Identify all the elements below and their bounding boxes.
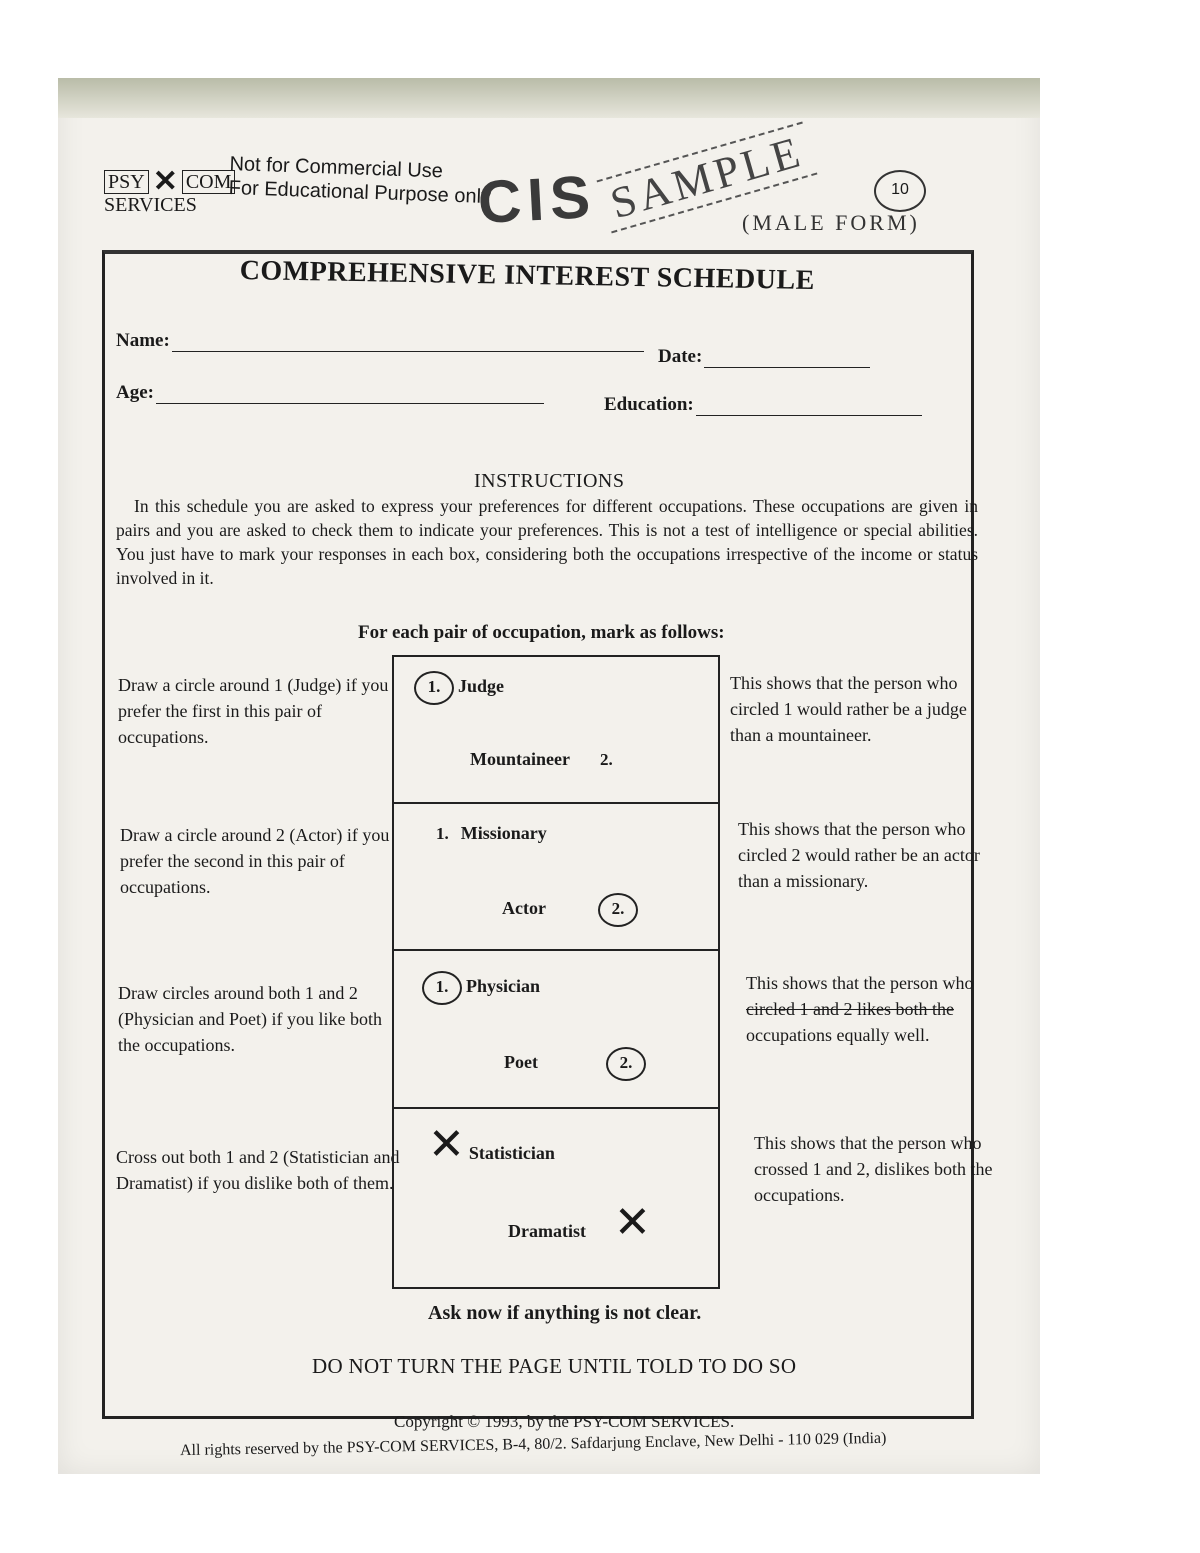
option-1[interactable]: 1. xyxy=(436,824,449,843)
example-3-result-line-2: circled 1 and 2 likes both the xyxy=(746,999,954,1019)
cis-mark: CIS xyxy=(476,162,598,237)
example-2-instruction: Draw a circle around 2 (Actor) if you prefer the second in this pair of occupations. xyxy=(120,825,390,897)
psycom-logo xyxy=(104,165,235,216)
table-divider-2 xyxy=(394,949,718,951)
logo-com: COM xyxy=(182,170,236,194)
table-row-1-second xyxy=(470,749,613,770)
example-table xyxy=(392,655,720,1289)
copyright: Copyright © 1993, by the PSY-COM SERVICES. xyxy=(394,1412,735,1431)
for-each-line: For each pair of occupation, mark as follows: xyxy=(358,622,725,643)
occupation-physician: Physician xyxy=(466,976,541,996)
table-row-3-second xyxy=(504,1047,646,1081)
cross-out-icon[interactable]: ✕ xyxy=(428,1119,465,1170)
occupation-mountaineer: Mountaineer xyxy=(470,749,570,769)
logo-x-icon: ✕ xyxy=(152,165,178,198)
example-3-result-line-1: This shows that the person who xyxy=(746,973,974,993)
education-label: Education: xyxy=(604,394,694,415)
name-label: Name: xyxy=(116,330,170,351)
example-1-result: This shows that the person who circled 1 would rather be a judge than a mountaineer. xyxy=(730,673,967,745)
cross-out-icon[interactable]: ✕ xyxy=(613,1197,651,1248)
table-row-2-second xyxy=(502,893,638,927)
example-3-result xyxy=(746,970,1016,1048)
notice-line-1: Not for Commercial Use xyxy=(229,152,444,183)
option-1-circled[interactable]: 1. xyxy=(422,971,462,1005)
occupation-poet: Poet xyxy=(504,1052,538,1072)
example-4-result: This shows that the person who crossed 1 and 2, dislikes both the occupations. xyxy=(754,1133,993,1205)
table-row-4-second xyxy=(508,1197,651,1248)
do-not-turn-line: DO NOT TURN THE PAGE UNTIL TOLD TO DO SO xyxy=(312,1354,797,1378)
instructions-heading: INSTRUCTIONS xyxy=(474,470,625,492)
date-field xyxy=(658,346,870,368)
logo-services: SERVICES xyxy=(104,194,197,216)
table-row-4-first xyxy=(428,1119,555,1170)
instructions-body: In this schedule you are asked to express your preferences for different occupations. These occupations are given in pairs and you are asked to check them to indicate your preferences. This is not a test of intelligence or special abilities. You just have to mark your responses in each box, considering both the occupations irrespective of the income or status involved in it. xyxy=(116,496,978,588)
ask-line: Ask now if anything is not clear. xyxy=(428,1302,702,1324)
example-1-instruction: Draw a circle around 1 (Judge) if you prefer the first in this pair of occupations. xyxy=(118,675,389,747)
occupation-actor: Actor xyxy=(502,898,546,918)
occupation-judge: Judge xyxy=(458,676,505,696)
name-input-line[interactable] xyxy=(172,335,644,352)
table-divider-1 xyxy=(394,802,718,804)
occupation-missionary: Missionary xyxy=(460,823,547,843)
example-3-instruction: Draw circles around both 1 and 2 (Physician and Poet) if you like both the occupations. xyxy=(118,983,382,1055)
name-field xyxy=(116,330,644,352)
option-2-circled[interactable]: 2. xyxy=(606,1047,646,1081)
option-2-circled[interactable]: 2. xyxy=(598,893,638,927)
top-shadow-band xyxy=(58,78,1040,118)
example-4-instruction: Cross out both 1 and 2 (Statistician and Dramatist) if you dislike both of them. xyxy=(116,1147,400,1193)
option-2[interactable]: 2. xyxy=(599,750,613,769)
page-title: COMPREHENSIVE INTEREST SCHEDULE xyxy=(239,255,816,297)
date-label: Date: xyxy=(658,346,703,367)
table-row-1-first xyxy=(414,671,504,705)
age-label: Age: xyxy=(116,382,154,403)
notice-line-2: For Educational Purpose only xyxy=(228,176,492,209)
table-divider-3 xyxy=(394,1107,718,1109)
table-row-2-first xyxy=(436,823,547,844)
form-type: (MALE FORM) xyxy=(742,210,920,235)
usage-notice xyxy=(228,152,492,209)
occupation-statistician: Statistician xyxy=(468,1143,555,1163)
logo-psy: PSY xyxy=(104,170,149,194)
date-input-line[interactable] xyxy=(704,351,870,368)
sample-stamp: SAMPLE xyxy=(597,122,817,234)
rights-reserved: All rights reserved by the PSY-COM SERVICES, B-4, 80/2. Safdarjung Enclave, New Delhi - 110 029 (India) xyxy=(179,1429,887,1460)
example-2-result: This shows that the person who circled 2 would rather be an actor than a missionary. xyxy=(738,819,980,891)
page-number: 10 xyxy=(874,170,926,212)
table-row-3-first xyxy=(422,971,540,1005)
age-input-line[interactable] xyxy=(156,387,544,404)
example-3-result-line-3: occupations equally well. xyxy=(746,1025,930,1045)
occupation-dramatist: Dramatist xyxy=(508,1221,586,1241)
option-1-circled[interactable]: 1. xyxy=(414,671,454,705)
age-field xyxy=(116,382,544,404)
education-input-line[interactable] xyxy=(696,399,922,416)
education-field xyxy=(604,394,922,416)
